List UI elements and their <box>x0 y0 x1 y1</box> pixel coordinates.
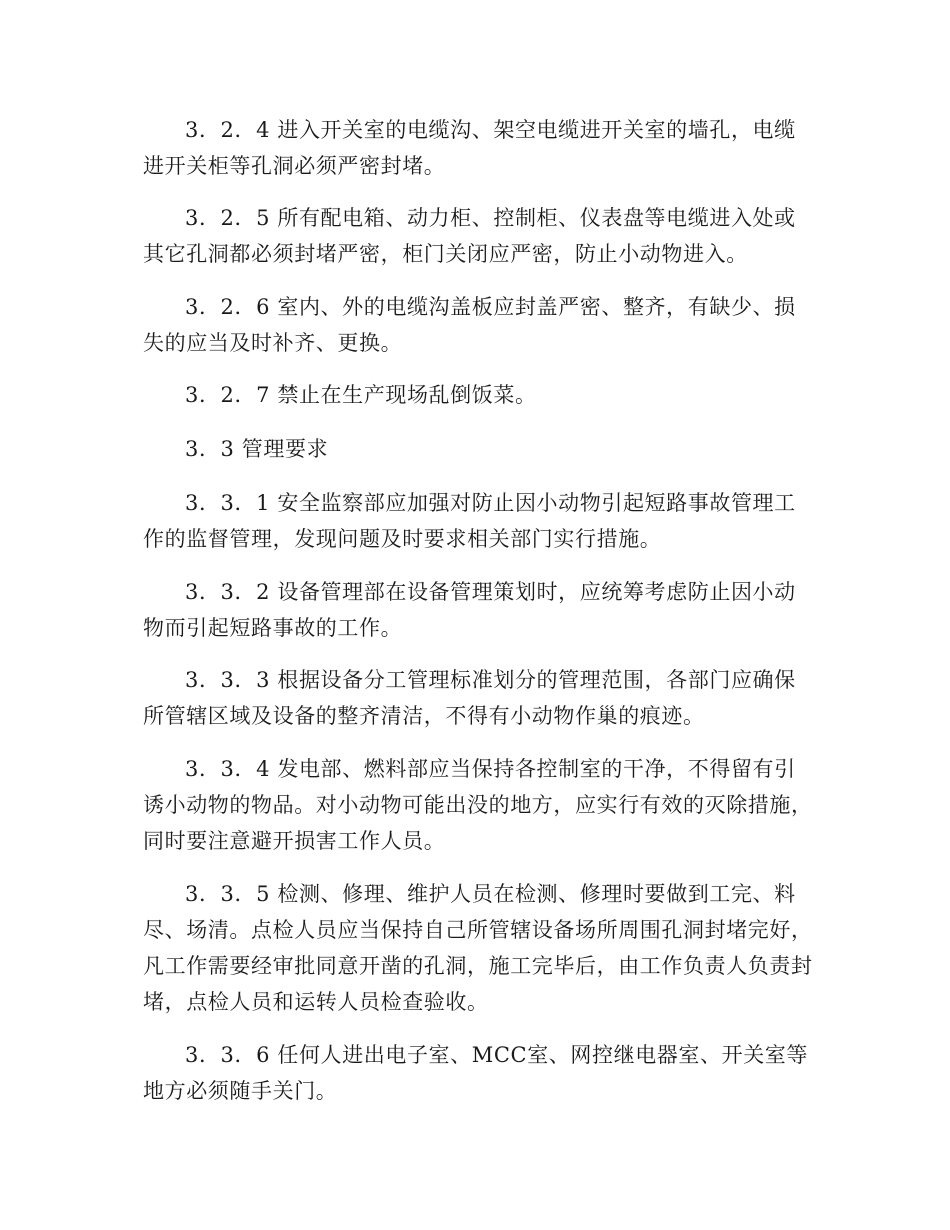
paragraph-3-2-5: 3．2．5 所有配电箱、动力柜、控制柜、仪表盘等电缆进入处或其它孔洞都必须封堵严密，柜门关闭应严密，防止小动物进入。 <box>143 206 796 266</box>
paragraph-3-2-7: 3．2．7 禁止在生产现场乱倒饭菜。 <box>185 383 537 407</box>
paragraph-3-3-4: 3．3．4 发电部、燃料部应当保持各控制室的干净，不得留有引诱小动物的物品。对小动物可能出没的地方，应实行有效的灭除措施，同时要注意避开损害工作人员。 <box>143 757 813 853</box>
paragraph-3-3-6: 3．3．6 任何人进出电子室、MCC室、网控继电器室、开关室等地方必须随手关门。 <box>143 1043 808 1103</box>
paragraph-3-2-6: 3．2．6 室内、外的电缆沟盖板应封盖严密、整齐，有缺少、损失的应当及时补齐、更换。 <box>143 295 796 355</box>
paragraph-3-3-5: 3．3．5 检测、修理、维护人员在检测、修理时要做到工完、料尽、场清。点检人员应当保持自己所管辖设备场所周围孔洞封堵完好，凡工作需要经审批同意开凿的孔洞，施工完毕后，由工作负责人负责封堵，点检人员和运转人员检查验收。 <box>143 882 813 1014</box>
paragraph-3-3-1: 3．3．1 安全监察部应加强对防止因小动物引起短路事故管理工作的监督管理，发现问题及时要求相关部门实行措施。 <box>143 491 796 551</box>
paragraph-3-3-3: 3．3．3 根据设备分工管理标准划分的管理范围，各部门应确保所管辖区域及设备的整齐清洁，不得有小动物作巢的痕迹。 <box>143 668 796 728</box>
section-heading-3-3: 3．3 管理要求 <box>185 437 329 461</box>
paragraph-3-3-2: 3．3．2 设备管理部在设备管理策划时，应统筹考虑防止因小动物而引起短路事故的工作。 <box>143 580 796 640</box>
paragraph-3-2-4: 3．2．4 进入开关室的电缆沟、架空电缆进开关室的墙孔，电缆进开关柜等孔洞必须严密封堵。 <box>143 118 796 178</box>
